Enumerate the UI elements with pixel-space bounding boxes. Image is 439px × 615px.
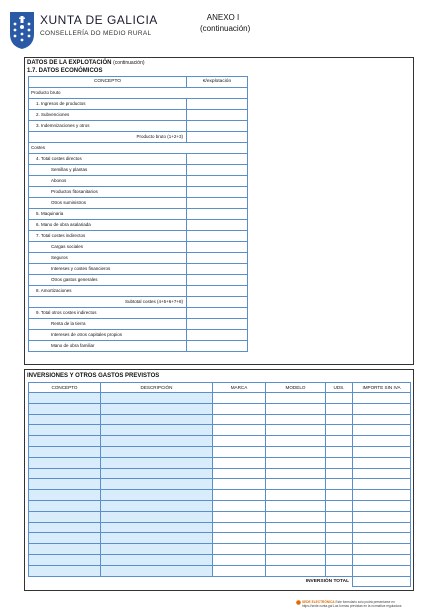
column-units-input[interactable] bbox=[326, 403, 353, 414]
column-description-input[interactable] bbox=[101, 468, 213, 479]
column-concept-input[interactable] bbox=[29, 425, 101, 436]
column-units-input[interactable] bbox=[326, 457, 353, 468]
table-row bbox=[29, 468, 411, 479]
table-row bbox=[29, 565, 411, 576]
column-brand-input[interactable] bbox=[213, 490, 266, 501]
column-description-input[interactable] bbox=[101, 490, 213, 501]
row-label: 1. Ingresos de productos bbox=[29, 99, 187, 110]
column-description-input[interactable] bbox=[101, 522, 213, 533]
table-row bbox=[29, 425, 411, 436]
column-model-input[interactable] bbox=[266, 468, 326, 479]
column-amount-input[interactable] bbox=[353, 565, 411, 576]
column-brand-input[interactable] bbox=[213, 468, 266, 479]
footer-brand: SEDE ELECTRÓNICA bbox=[302, 600, 335, 604]
column-model-input[interactable] bbox=[266, 479, 326, 490]
column-amount-input[interactable] bbox=[353, 414, 411, 425]
org-name: XUNTA DE GALICIA bbox=[40, 13, 158, 27]
column-model-input[interactable] bbox=[266, 425, 326, 436]
column-amount-input[interactable] bbox=[353, 544, 411, 555]
row-label: Producto bruto bbox=[29, 88, 187, 99]
column-amount-input[interactable] bbox=[353, 393, 411, 404]
table-row bbox=[29, 198, 248, 209]
column-brand-input[interactable] bbox=[213, 511, 266, 522]
column-concept-input[interactable] bbox=[29, 479, 101, 490]
column-units-input[interactable] bbox=[326, 425, 353, 436]
table-row bbox=[29, 319, 248, 330]
table-row bbox=[29, 165, 248, 176]
table-row bbox=[29, 242, 248, 253]
column-amount-input[interactable] bbox=[353, 425, 411, 436]
table-row bbox=[29, 209, 248, 220]
footer-line1: Este formulario solo podrá presentarse en bbox=[335, 600, 395, 604]
table-row bbox=[29, 220, 248, 231]
column-description-input[interactable] bbox=[101, 479, 213, 490]
table-row bbox=[29, 275, 248, 286]
column-amount-header: IMPORTE SIN IVA bbox=[353, 383, 411, 393]
table-row bbox=[29, 544, 411, 555]
row-label: Renta de la tierra bbox=[29, 319, 187, 330]
column-brand-input[interactable] bbox=[213, 403, 266, 414]
row-label: 5. Maquinaria bbox=[29, 209, 187, 220]
column-concept-input[interactable] bbox=[29, 457, 101, 468]
column-amount-input[interactable] bbox=[353, 554, 411, 565]
column-model-input[interactable] bbox=[266, 403, 326, 414]
table-row bbox=[29, 522, 411, 533]
row-label: 9. Total otros costes indirectos bbox=[29, 308, 187, 319]
value-input[interactable] bbox=[187, 110, 248, 121]
column-units-input[interactable] bbox=[326, 479, 353, 490]
column-brand-input[interactable] bbox=[213, 393, 266, 404]
table-row bbox=[29, 414, 411, 425]
table-row bbox=[29, 330, 248, 341]
column-brand-input[interactable] bbox=[213, 446, 266, 457]
value-input[interactable] bbox=[187, 330, 248, 341]
value-input[interactable] bbox=[187, 165, 248, 176]
column-concept-input[interactable] bbox=[29, 565, 101, 576]
column-concept-input[interactable] bbox=[29, 446, 101, 457]
column-brand-header: MARCA bbox=[213, 383, 266, 393]
column-description-input[interactable] bbox=[101, 500, 213, 511]
column-description-input[interactable] bbox=[101, 554, 213, 565]
farm-data-title-text: DATOS DE LA EXPLOTACIÓN bbox=[27, 60, 112, 66]
table-row bbox=[29, 500, 411, 511]
value-input[interactable] bbox=[187, 198, 248, 209]
column-concept-input[interactable] bbox=[29, 393, 101, 404]
row-label: 3. Indemnizaciones y otros bbox=[29, 121, 187, 132]
column-units-input[interactable] bbox=[326, 393, 353, 404]
table-row bbox=[29, 297, 248, 308]
column-description-input[interactable] bbox=[101, 565, 213, 576]
total-amount-input[interactable] bbox=[353, 576, 411, 587]
column-units-input[interactable] bbox=[326, 446, 353, 457]
table-row bbox=[29, 110, 248, 121]
column-model-input[interactable] bbox=[266, 490, 326, 501]
value-input[interactable] bbox=[187, 121, 248, 132]
table-row bbox=[29, 143, 248, 154]
annex-subtitle: (continuación) bbox=[200, 24, 251, 33]
column-units-input[interactable] bbox=[326, 511, 353, 522]
column-description-input[interactable] bbox=[101, 544, 213, 555]
empty-cell bbox=[187, 88, 248, 99]
empty-cell bbox=[187, 143, 248, 154]
table-row bbox=[29, 393, 411, 404]
table-row bbox=[29, 490, 411, 501]
value-input[interactable] bbox=[187, 308, 248, 319]
column-description-input[interactable] bbox=[101, 414, 213, 425]
column-model-input[interactable] bbox=[266, 533, 326, 544]
annex-title: ANEXO I bbox=[206, 13, 240, 22]
column-amount-input[interactable] bbox=[353, 522, 411, 533]
column-brand-input[interactable] bbox=[213, 522, 266, 533]
column-concept-input[interactable] bbox=[29, 403, 101, 414]
row-label: Otros suministros bbox=[29, 198, 187, 209]
column-amount-input[interactable] bbox=[353, 500, 411, 511]
column-model-input[interactable] bbox=[266, 436, 326, 447]
annex-heading bbox=[200, 12, 251, 34]
sede-icon bbox=[296, 600, 301, 605]
value-input[interactable] bbox=[187, 187, 248, 198]
column-description-input[interactable] bbox=[101, 533, 213, 544]
table-row bbox=[29, 436, 411, 447]
total-label: INVERSIÓN TOTAL bbox=[305, 579, 349, 585]
value-input[interactable] bbox=[187, 275, 248, 286]
column-units-input[interactable] bbox=[326, 500, 353, 511]
row-label: 8. Amortizaciones bbox=[29, 286, 187, 297]
column-units-input[interactable] bbox=[326, 436, 353, 447]
column-concept-input[interactable] bbox=[29, 511, 101, 522]
farm-data-title bbox=[27, 60, 145, 66]
column-model-input[interactable] bbox=[266, 544, 326, 555]
value-input[interactable] bbox=[187, 132, 248, 143]
column-amount-input[interactable] bbox=[353, 533, 411, 544]
column-amount-input[interactable] bbox=[353, 457, 411, 468]
row-label: Seguros bbox=[29, 253, 187, 264]
table-header-row bbox=[29, 77, 248, 88]
value-input[interactable] bbox=[187, 253, 248, 264]
row-label: Abonos bbox=[29, 176, 187, 187]
column-description-input[interactable] bbox=[101, 457, 213, 468]
table-row bbox=[29, 264, 248, 275]
economic-data-subtitle: 1.7. DATOS ECONÓMICOS bbox=[27, 68, 103, 74]
column-brand-input[interactable] bbox=[213, 554, 266, 565]
table-row bbox=[29, 341, 248, 352]
row-label: Otros gastos generales bbox=[29, 275, 187, 286]
column-concept-input[interactable] bbox=[29, 500, 101, 511]
column-amount-input[interactable] bbox=[353, 511, 411, 522]
value-input[interactable] bbox=[187, 231, 248, 242]
value-input[interactable] bbox=[187, 154, 248, 165]
column-brand-input[interactable] bbox=[213, 457, 266, 468]
value-input[interactable] bbox=[187, 99, 248, 110]
column-units-input[interactable] bbox=[326, 490, 353, 501]
column-description-input[interactable] bbox=[101, 403, 213, 414]
value-input[interactable] bbox=[187, 220, 248, 231]
column-description-input[interactable] bbox=[101, 436, 213, 447]
column-amount-input[interactable] bbox=[353, 468, 411, 479]
column-units-input[interactable] bbox=[326, 554, 353, 565]
column-amount-input[interactable] bbox=[353, 446, 411, 457]
column-description-input[interactable] bbox=[101, 511, 213, 522]
investments-title: INVERSIONES Y OTROS GASTOS PREVISTOS bbox=[27, 373, 160, 379]
row-label: Producto bruto (1+2+3) bbox=[29, 132, 187, 143]
table-row bbox=[29, 403, 411, 414]
column-model-input[interactable] bbox=[266, 554, 326, 565]
column-amount-input[interactable] bbox=[353, 403, 411, 414]
column-concept-input[interactable] bbox=[29, 414, 101, 425]
column-brand-input[interactable] bbox=[213, 544, 266, 555]
column-model-input[interactable] bbox=[266, 446, 326, 457]
table-row bbox=[29, 533, 411, 544]
row-label: Subtotal costes (4+5+6+7+8) bbox=[29, 297, 187, 308]
column-model-input[interactable] bbox=[266, 393, 326, 404]
investments-header-row bbox=[29, 383, 411, 393]
column-units-input[interactable] bbox=[326, 544, 353, 555]
value-input[interactable] bbox=[187, 297, 248, 308]
org-department: CONSELLERÍA DO MEDIO RURAL bbox=[40, 30, 152, 37]
row-label: Intereses de otros capitales propios bbox=[29, 330, 187, 341]
column-description-input[interactable] bbox=[101, 446, 213, 457]
footer-note bbox=[296, 600, 436, 608]
column-model-input[interactable] bbox=[266, 414, 326, 425]
table-row bbox=[29, 253, 248, 264]
column-model-input[interactable] bbox=[266, 457, 326, 468]
value-input[interactable] bbox=[187, 286, 248, 297]
table-row bbox=[29, 187, 248, 198]
value-input[interactable] bbox=[187, 264, 248, 275]
value-input[interactable] bbox=[187, 341, 248, 352]
column-concept-input[interactable] bbox=[29, 554, 101, 565]
column-concept-input[interactable] bbox=[29, 544, 101, 555]
column-concept-input[interactable] bbox=[29, 490, 101, 501]
column-units-input[interactable] bbox=[326, 414, 353, 425]
column-units-input[interactable] bbox=[326, 565, 353, 576]
row-label: 6. Mano de obra asalariada bbox=[29, 220, 187, 231]
table-row bbox=[29, 99, 248, 110]
column-concept-header: CONCEPTO bbox=[29, 383, 101, 393]
column-brand-input[interactable] bbox=[213, 425, 266, 436]
column-units-input[interactable] bbox=[326, 533, 353, 544]
column-concept-input[interactable] bbox=[29, 436, 101, 447]
column-amount-input[interactable] bbox=[353, 436, 411, 447]
row-label: Productos fitosanitarios bbox=[29, 187, 187, 198]
column-header-value: €/explotación bbox=[187, 77, 248, 88]
value-input[interactable] bbox=[187, 242, 248, 253]
investments-table bbox=[28, 382, 411, 587]
table-row bbox=[29, 154, 248, 165]
table-row bbox=[29, 479, 411, 490]
footer-line2: https://sede.xunta.gal Las formas previstas en la normativa reguladora bbox=[302, 604, 402, 608]
column-units-input[interactable] bbox=[326, 468, 353, 479]
column-model-input[interactable] bbox=[266, 511, 326, 522]
table-row bbox=[29, 231, 248, 242]
column-header-concept: CONCEPTO bbox=[29, 77, 187, 88]
table-row bbox=[29, 457, 411, 468]
row-label: 2. Subvenciones bbox=[29, 110, 187, 121]
table-row bbox=[29, 308, 248, 319]
column-brand-input[interactable] bbox=[213, 414, 266, 425]
farm-data-title-note: (continuación) bbox=[113, 60, 145, 66]
table-row bbox=[29, 286, 248, 297]
column-description-header: DESCRIPCIÓN bbox=[101, 383, 213, 393]
total-row bbox=[29, 576, 411, 587]
column-model-input[interactable] bbox=[266, 500, 326, 511]
table-row bbox=[29, 511, 411, 522]
column-brand-input[interactable] bbox=[213, 533, 266, 544]
economic-data-table bbox=[28, 76, 248, 352]
table-row bbox=[29, 88, 248, 99]
column-concept-input[interactable] bbox=[29, 533, 101, 544]
table-row bbox=[29, 132, 248, 143]
row-label: Costes bbox=[29, 143, 187, 154]
column-units-input[interactable] bbox=[326, 522, 353, 533]
row-label: Cargas sociales bbox=[29, 242, 187, 253]
value-input[interactable] bbox=[187, 319, 248, 330]
column-brand-input[interactable] bbox=[213, 436, 266, 447]
value-input[interactable] bbox=[187, 209, 248, 220]
column-brand-input[interactable] bbox=[213, 500, 266, 511]
column-concept-input[interactable] bbox=[29, 522, 101, 533]
column-concept-input[interactable] bbox=[29, 468, 101, 479]
column-amount-input[interactable] bbox=[353, 490, 411, 501]
row-label: Mano de obra familiar bbox=[29, 341, 187, 352]
table-row bbox=[29, 176, 248, 187]
column-description-input[interactable] bbox=[101, 425, 213, 436]
column-amount-input[interactable] bbox=[353, 479, 411, 490]
row-label: Semillas y plantas bbox=[29, 165, 187, 176]
column-units-header: UDS. bbox=[326, 383, 353, 393]
column-model-header: MODELO bbox=[266, 383, 326, 393]
xunta-logo-icon bbox=[8, 10, 36, 50]
table-row bbox=[29, 554, 411, 565]
row-label: 4. Total costes directos bbox=[29, 154, 187, 165]
column-model-input[interactable] bbox=[266, 522, 326, 533]
table-row bbox=[29, 121, 248, 132]
row-label: Intereses y costes financieros bbox=[29, 264, 187, 275]
value-input[interactable] bbox=[187, 176, 248, 187]
column-model-input[interactable] bbox=[266, 565, 326, 576]
column-brand-input[interactable] bbox=[213, 479, 266, 490]
column-description-input[interactable] bbox=[101, 393, 213, 404]
row-label: 7. Total costes indirectos bbox=[29, 231, 187, 242]
column-brand-input[interactable] bbox=[213, 565, 266, 576]
table-row bbox=[29, 446, 411, 457]
